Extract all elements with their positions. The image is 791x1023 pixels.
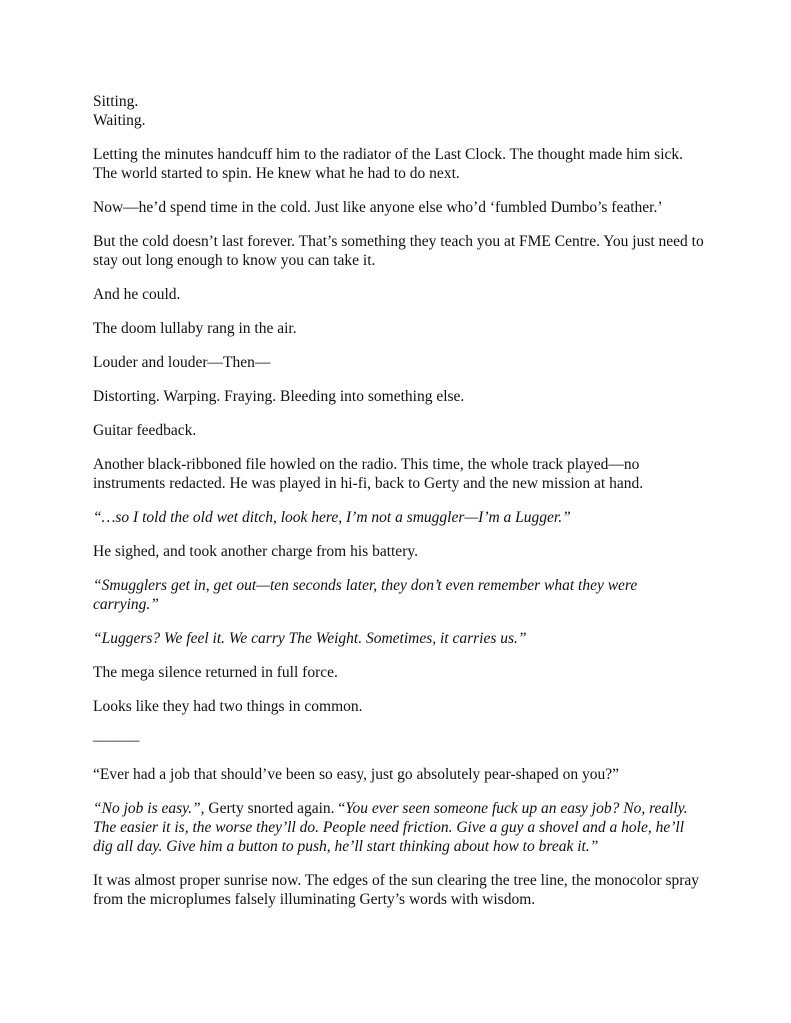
paragraph-last-clock: Letting the minutes handcuff him to the radiator of the Last Clock. The thought made him sick. The world started to spin. He knew what he had to do next. — [93, 146, 684, 182]
paragraph-sunrise: It was almost proper sunrise now. The edges of the sun clearing the tree line, the monocolor spray from the microplumes falsely illuminating Gerty’s words with wisdom. — [93, 872, 700, 908]
paragraph-two-things: Looks like they had two things in common. — [93, 698, 363, 715]
paragraph-sitting-waiting: Sitting. Waiting. — [93, 93, 146, 129]
dialogue-tag-gerty: , Gerty snorted again. “ — [200, 800, 346, 817]
paragraph-pear-shaped: “Ever had a job that should’ve been so easy, just go absolutely pear-shaped on you?” — [93, 766, 619, 783]
paragraph-louder: Louder and louder—Then— — [93, 354, 271, 371]
paragraph-sighed: He sighed, and took another charge from his battery. — [93, 543, 418, 560]
paragraph-guitar-feedback: Guitar feedback. — [93, 422, 197, 439]
paragraph-black-ribboned-file: Another black-ribboned file howled on the radio. This time, the whole track played—no instruments redacted. He was played in hi-fi, back to Gerty and the new mission at hand. — [93, 456, 644, 492]
paragraph-quote-lugger: “…so I told the old wet ditch, look here, I’m not a smuggler—I’m a Lugger.” — [93, 509, 571, 526]
quote-easy-job: You ever seen someone fuck up an easy job? No, really. The easier it is, the worse they’ll do. People need friction. Give a guy a shovel and a hole, he’ll dig all day. Give him a button to push, he’ll start thinking about how to break it.” — [93, 800, 688, 855]
paragraph-mega-silence: The mega silence returned in full force. — [93, 664, 338, 681]
section-break: ——— — [93, 732, 140, 749]
paragraph-quote-smugglers: “Smugglers get in, get out—ten seconds later, they don’t even remember what they were carrying.” — [93, 577, 638, 613]
paragraph-distorting: Distorting. Warping. Fraying. Bleeding into something else. — [93, 388, 465, 405]
quote-no-job-is-easy: “No job is easy.” — [93, 800, 201, 817]
document-body — [93, 92, 705, 924]
paragraph-doom-lullaby: The doom lullaby rang in the air. — [93, 320, 297, 337]
paragraph-cold: Now—he’d spend time in the cold. Just like anyone else who’d ‘fumbled Dumbo’s feather.’ — [93, 199, 663, 216]
paragraph-he-could: And he could. — [93, 286, 181, 303]
paragraph-quote-luggers: “Luggers? We feel it. We carry The Weight. Sometimes, it carries us.” — [93, 630, 527, 647]
paragraph-gerty-snorted — [93, 799, 705, 856]
paragraph-fme-centre: But the cold doesn’t last forever. That’s something they teach you at FME Centre. You just need to stay out long enough to know you can take it. — [93, 233, 704, 269]
